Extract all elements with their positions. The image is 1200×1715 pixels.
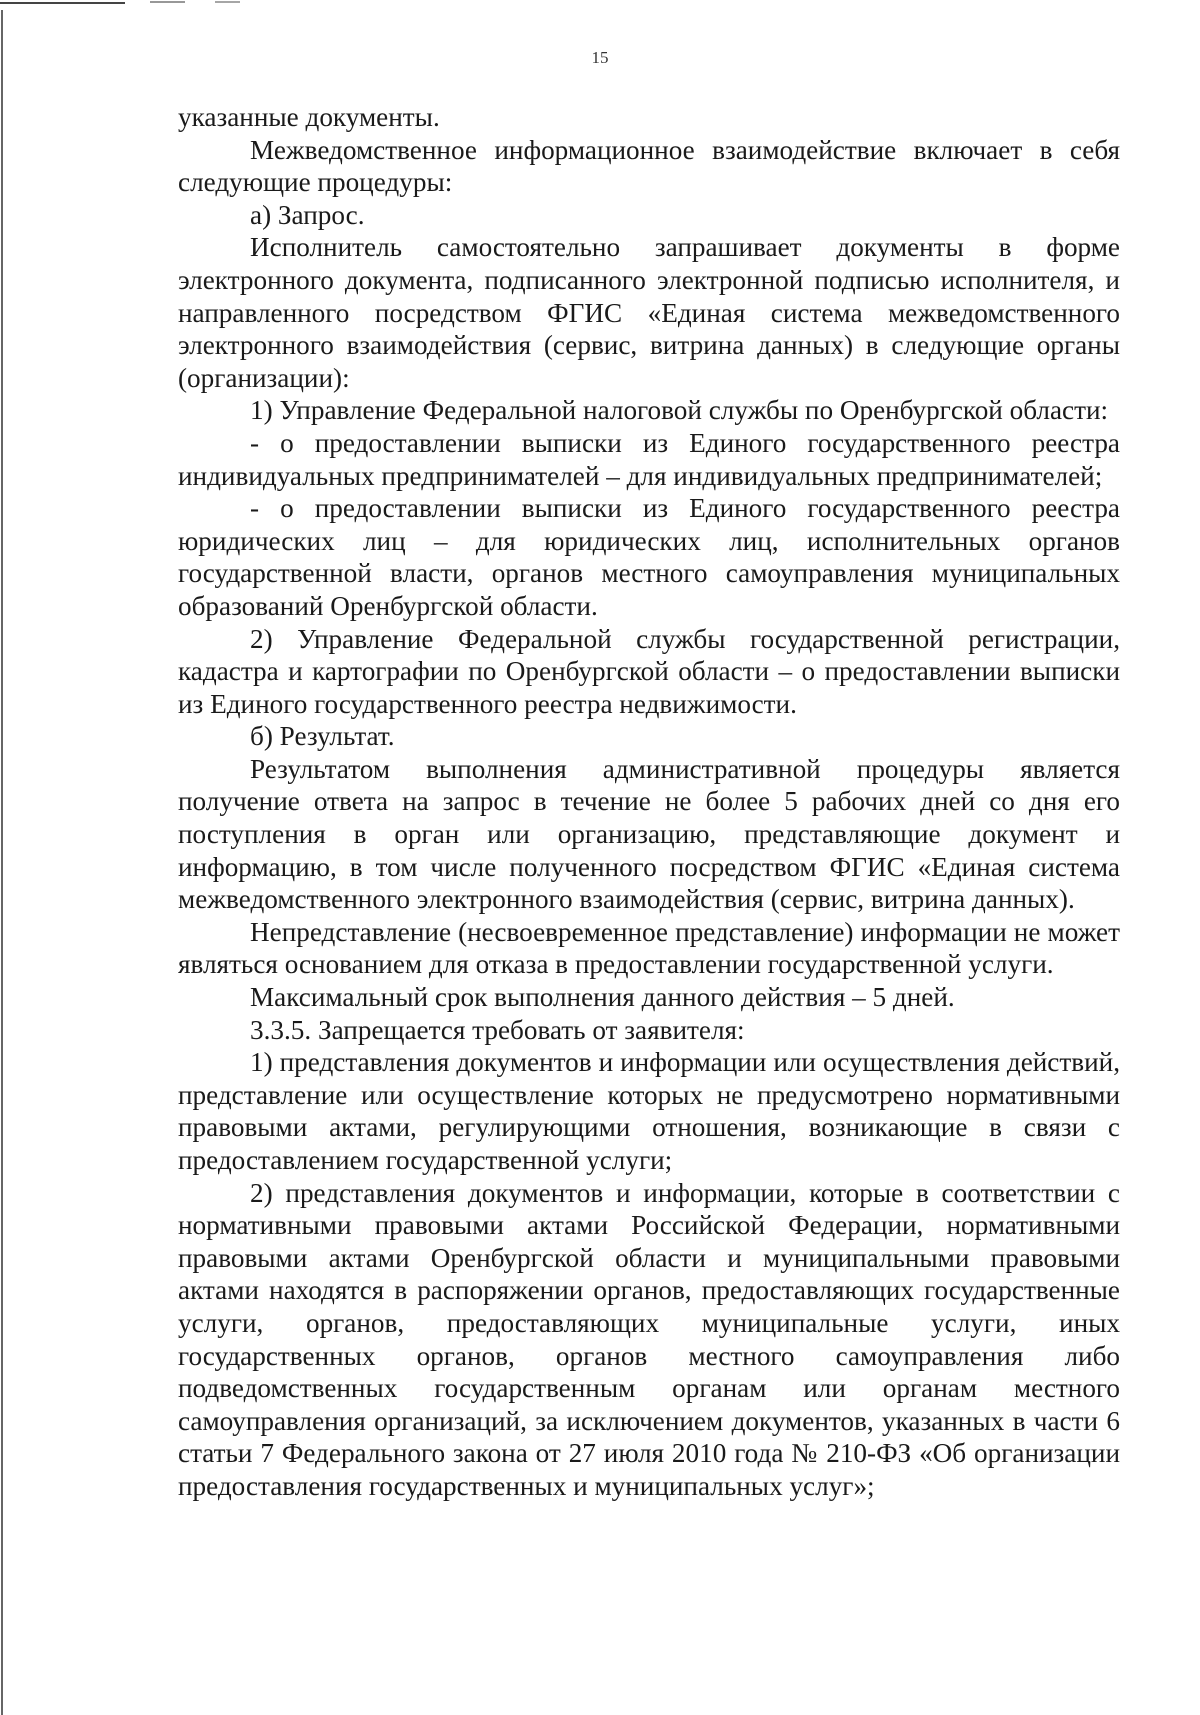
- paragraph: Непредставление (несвоевременное представление) информации не может являться основанием для отказа в предоставлении государственной услуги.: [178, 916, 1120, 980]
- paragraph: Межведомственное информационное взаимодействие включает в себя следующие процедуры:: [178, 134, 1120, 198]
- paragraph: Максимальный срок выполнения данного действия – 5 дней.: [250, 982, 955, 1013]
- paragraph: - о предоставлении выписки из Единого государственного реестра юридических лиц – для юридических лиц, исполнительных органов государственной власти, органов местного самоуправления муниципальных образований Оренбургской области.: [178, 493, 1120, 621]
- paragraph: 2) Управление Федеральной службы государственной регистрации, кадастра и картографии по Оренбургской области – о предоставлении выписки из Единого государственного реестра недвижимости.: [178, 623, 1120, 719]
- paragraph: Исполнитель самостоятельно запрашивает документы в форме электронного документа, подписанного электронной подписью исполнителя, и направленного посредством ФГИС «Единая система межведомственного электронного взаимодействия (сервис, витрина данных) в следующие органы (организации):: [178, 232, 1120, 393]
- paragraph: 3.3.5. Запрещается требовать от заявителя:: [250, 1014, 745, 1045]
- paragraph: 1) представления документов и информации или осуществления действий, представление или осуществление которых не предусмотрено нормативными правовыми актами, регулирующими отношения, возникающие в связи с предоставлением государственной услуги;: [178, 1047, 1120, 1175]
- paragraph: 2) представления документов и информации, которые в соответствии с нормативными правовыми актами Российской Федерации, нормативными правовыми актами Оренбургской области и муниципальными правовыми актами находятся в распоряжении органов, предоставляющих государственные услуги, органов, предоставляющих муниципальные услуги, иных государственных органов, органов местного самоуправления либо подведомственных государственным органам или органам местного самоуправления организаций, за исключением документов, указанных в части 6 статьи 7 Федерального закона от 27 июля 2010 года № 210-ФЗ «Об организации предоставления государственных и муниципальных услуг»;: [178, 1177, 1120, 1501]
- page-number: 15: [591, 48, 609, 67]
- paragraph: а) Запрос.: [250, 199, 365, 230]
- paragraph: 1) Управление Федеральной налоговой службы по Оренбургской области:: [250, 395, 1109, 426]
- document-body: [178, 101, 1120, 1503]
- paragraph: - о предоставлении выписки из Единого государственного реестра индивидуальных предпринимателей – для индивидуальных предпринимателей;: [178, 427, 1120, 491]
- paragraph: б) Результат.: [250, 721, 395, 752]
- paragraph: указанные документы.: [178, 102, 440, 132]
- paragraph: Результатом выполнения административной процедуры является получение ответа на запрос в течение не более 5 рабочих дней со дня его поступления в орган или организацию, представляющие документ и информацию, в том числе полученного посредством ФГИС «Единая система межведомственного электронного взаимодействия (сервис, витрина данных).: [178, 753, 1120, 915]
